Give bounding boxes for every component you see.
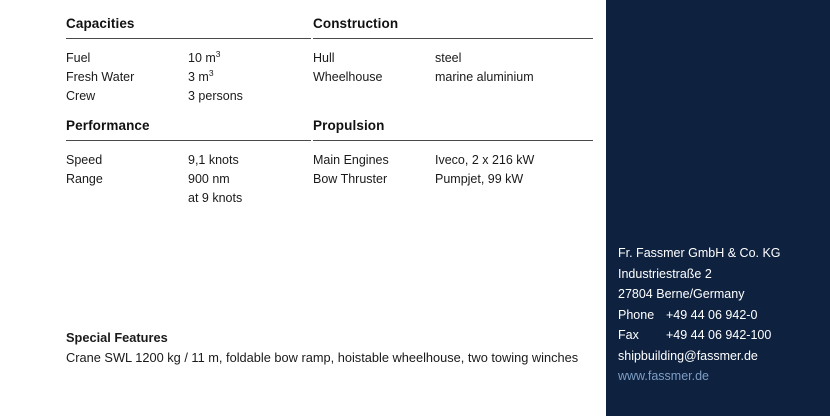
capacities-table — [66, 49, 243, 106]
propulsion-title: Propulsion — [313, 118, 385, 133]
special-features-text: Crane SWL 1200 kg / 11 m, foldable bow ramp, hoistable wheelhouse, two towing winches — [66, 350, 579, 365]
contact-fax-value: +49 44 06 942-100 — [666, 328, 772, 342]
table-row — [66, 151, 242, 170]
contact-fax — [618, 325, 828, 346]
spec-key: Hull — [313, 51, 335, 65]
spec-value: 900 nm — [188, 172, 230, 186]
contact-block — [618, 243, 828, 387]
contact-fax-label: Fax — [618, 328, 639, 342]
spec-value: marine aluminium — [435, 70, 534, 84]
propulsion-table — [313, 151, 534, 189]
construction-table — [313, 49, 534, 87]
capacities-section — [66, 16, 311, 106]
spec-value-text: 3 m — [188, 70, 209, 84]
propulsion-divider — [313, 140, 593, 141]
construction-title: Construction — [313, 16, 399, 31]
spec-value: Pumpjet, 99 kW — [435, 172, 524, 186]
spec-value — [188, 87, 243, 106]
propulsion-section — [313, 118, 593, 189]
spec-key: Fresh Water — [66, 70, 135, 84]
spec-value: at 9 knots — [188, 191, 243, 205]
spec-value-sup: 3 — [208, 67, 214, 78]
spec-key: Bow Thruster — [313, 172, 388, 186]
spec-value: Iveco, 2 x 216 kW — [435, 153, 535, 167]
table-row — [66, 170, 242, 189]
spec-value-text: 10 m — [188, 51, 216, 65]
construction-divider — [313, 38, 593, 39]
performance-title: Performance — [66, 118, 150, 133]
contact-city: 27804 Berne/Germany — [618, 287, 745, 301]
table-row — [66, 49, 243, 68]
contact-phone — [618, 305, 828, 326]
contact-phone-value: +49 44 06 942-0 — [666, 307, 758, 322]
spec-key: Speed — [66, 153, 103, 167]
performance-table — [66, 151, 242, 208]
table-row — [313, 170, 534, 189]
spec-key: Range — [66, 172, 103, 186]
spec-value: steel — [435, 51, 462, 65]
spec-key: Fuel — [66, 51, 91, 65]
contact-email[interactable]: shipbuilding@fassmer.de — [618, 348, 758, 363]
contact-company: Fr. Fassmer GmbH & Co. KG — [618, 246, 781, 260]
capacities-divider — [66, 38, 311, 39]
spec-value: 9,1 knots — [188, 153, 239, 167]
performance-divider — [66, 140, 311, 141]
contact-website[interactable]: www.fassmer.de — [618, 369, 710, 383]
spec-value-text: 3 persons — [188, 89, 243, 103]
special-features-title: Special Features — [66, 330, 168, 345]
spec-value-sup: 3 — [215, 48, 221, 59]
table-row — [66, 87, 243, 106]
table-row — [66, 189, 242, 208]
spec-key: Wheelhouse — [313, 70, 383, 84]
special-features-section — [66, 330, 586, 367]
spec-value — [188, 68, 243, 87]
spec-key: Crew — [66, 89, 96, 103]
spec-key: Main Engines — [313, 153, 389, 167]
capacities-title: Capacities — [66, 16, 135, 31]
performance-section — [66, 118, 311, 208]
table-row — [313, 49, 534, 68]
spec-value — [188, 49, 243, 68]
spec-key — [66, 189, 188, 208]
contact-street: Industriestraße 2 — [618, 266, 712, 281]
table-row — [313, 151, 534, 170]
table-row — [66, 68, 243, 87]
contact-phone-label: Phone — [618, 307, 655, 322]
table-row — [313, 68, 534, 87]
construction-section — [313, 16, 593, 87]
